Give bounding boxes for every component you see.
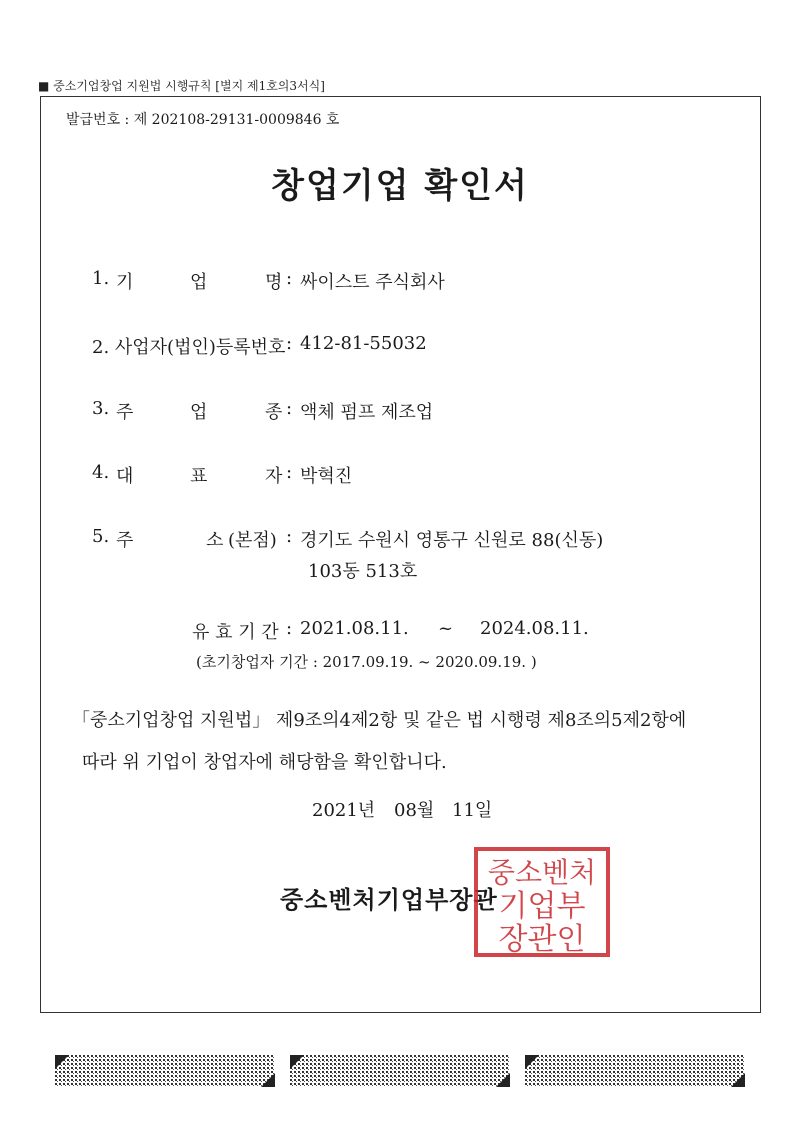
- field-label-char: 소: [206, 530, 224, 551]
- statement-line1: 「중소기업창업 지원법」 제9조의4제2항 및 같은 법 시행령 제8조의5제2항에: [72, 710, 687, 731]
- field-label-char: 업: [190, 402, 208, 423]
- field-colon: :: [286, 333, 293, 354]
- field-colon: :: [286, 618, 293, 639]
- field-number: 5.: [92, 526, 110, 547]
- field-label-char: 주: [116, 402, 134, 423]
- field-label-char: 대: [116, 466, 134, 487]
- validity-tilde: ~: [438, 618, 454, 639]
- field-label-suffix: (본점): [228, 530, 277, 551]
- initial-founder-period: (초기창업자 기간 : 2017.09.19. ~ 2020.09.19. ): [196, 653, 537, 671]
- field-label-char: 명: [265, 272, 283, 293]
- validity-label: 유 효 기 간: [192, 622, 279, 643]
- validity-end: 2024.08.11.: [480, 618, 589, 639]
- field-label-char: 업: [190, 272, 208, 293]
- field-label: 2. 사업자(법인)등록번호: [92, 337, 286, 358]
- field-number: 3.: [92, 398, 110, 419]
- address-value-line2: 103동 513호: [308, 561, 418, 582]
- seal-row: 장관인: [498, 922, 586, 957]
- security-barcode: [55, 1055, 275, 1087]
- official-seal-stamp: [472, 846, 612, 958]
- field-colon: :: [286, 462, 293, 483]
- address-value-line1: 경기도 수원시 영통구 신원로 88(신동): [300, 530, 604, 551]
- security-barcode: [290, 1055, 510, 1087]
- field-label-char: 표: [190, 466, 208, 487]
- field-label-char: 자: [265, 466, 283, 487]
- seal-row: 중소벤처: [487, 856, 597, 889]
- registration-number-value: 412-81-55032: [300, 333, 427, 354]
- field-number: 1.: [92, 268, 110, 289]
- issue-day: 11일: [452, 800, 493, 821]
- validity-start: 2021.08.11.: [300, 618, 409, 639]
- company-name-value: 싸이스트 주식회사: [300, 272, 445, 293]
- representative-value: 박혁진: [300, 466, 353, 487]
- document-frame: [40, 96, 761, 1013]
- issue-month: 08월: [394, 800, 435, 821]
- seal-row: 기업부: [498, 889, 586, 924]
- issuer-name: 중소벤처기업부장관: [280, 886, 498, 914]
- field-label-char: 종: [265, 402, 283, 423]
- field-colon: :: [286, 398, 293, 419]
- statement-line2: 따라 위 기업이 창업자에 해당함을 확인합니다.: [82, 752, 447, 773]
- field-label-char: 기: [116, 272, 134, 293]
- business-type-value: 액체 펌프 제조업: [300, 402, 434, 423]
- field-number: 4.: [92, 462, 110, 483]
- document-title: 창업기업 확인서: [271, 166, 529, 206]
- issue-number: 발급번호 : 제 202108-29131-0009846 호: [66, 112, 340, 128]
- form-header-note: ■ 중소기업창업 지원법 시행규칙 [별지 제1호의3서식]: [38, 79, 325, 93]
- field-colon: :: [286, 268, 293, 289]
- field-label-char: 주: [116, 530, 134, 551]
- security-barcode: [525, 1055, 745, 1087]
- issue-year: 2021년: [312, 800, 376, 821]
- field-colon: :: [286, 526, 293, 547]
